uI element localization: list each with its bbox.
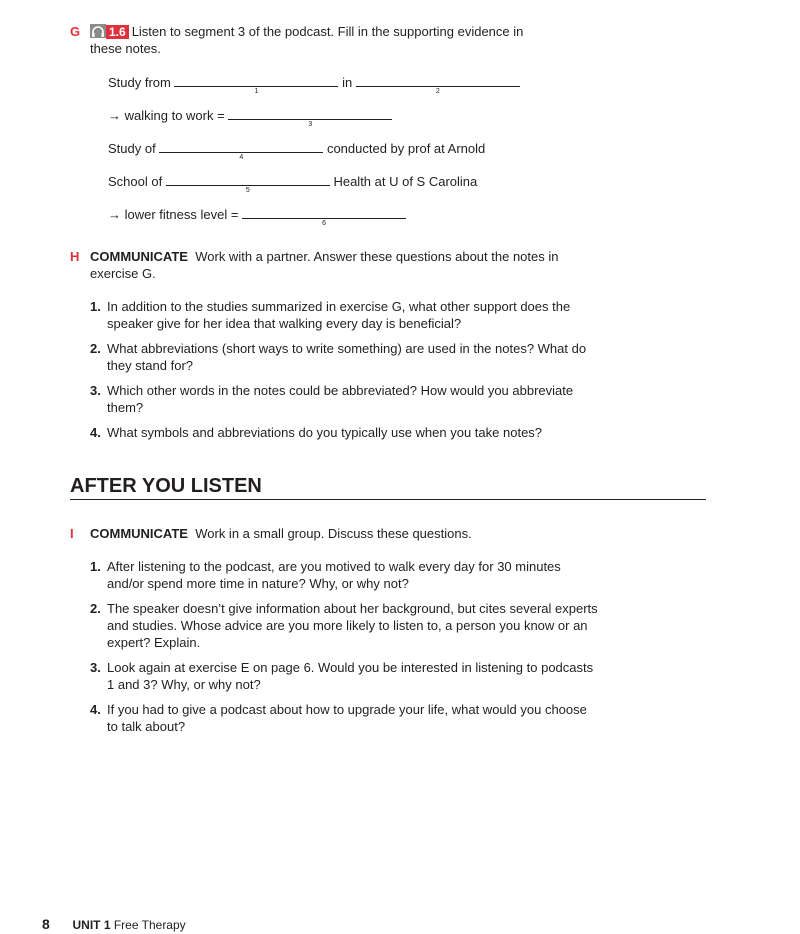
question-text: What abbreviations (short ways to write something) are used in the notes? What do they stand for? <box>107 341 587 373</box>
question-number: 3. <box>90 383 101 398</box>
fill-blank-3[interactable] <box>228 106 392 128</box>
exercise-letter-h: H <box>70 249 80 264</box>
heading-divider <box>70 499 706 500</box>
blank-number: 6 <box>322 220 326 227</box>
fill-blank-1[interactable] <box>174 73 338 95</box>
exercise-g-instruction-text: Listen to segment 3 of the podcast. Fill in the supporting evidence in <box>131 24 524 39</box>
audio-track-badge[interactable]: 1.6 <box>106 25 129 39</box>
page-footer <box>42 916 186 934</box>
question-text: Look again at exercise E on page 6. Would you be interested in listening to podcasts 1 and 3? Why, or why not? <box>107 660 594 692</box>
question-text: Which other words in the notes could be abbreviated? How would you abbreviate them? <box>107 383 574 415</box>
question-number: 4. <box>90 425 101 440</box>
exercise-letter-g: G <box>70 24 81 39</box>
note-text: Study from <box>108 75 171 90</box>
exercise-i-instruction <box>90 525 472 542</box>
blank-number: 1 <box>254 88 259 95</box>
exercise-h-instruction-text: Work with a partner. Answer these questions about the notes in <box>195 249 559 264</box>
communicate-label: COMMUNICATE <box>90 526 188 541</box>
fill-blank-2[interactable] <box>356 73 520 95</box>
fill-blank-4[interactable] <box>159 139 323 161</box>
exercise-h-instruction <box>90 248 558 265</box>
question-text: In addition to the studies summarized in exercise G, what other support does the speaker give for her idea that walking every day is beneficial? <box>107 299 571 331</box>
blank-number: 3 <box>308 121 313 128</box>
exercise-i-instruction-text: Work in a small group. Discuss these questions. <box>195 526 472 541</box>
exercise-g-instruction-cont: these notes. <box>90 41 161 56</box>
question-number: 1. <box>90 299 101 314</box>
fill-blank-5[interactable] <box>166 172 330 194</box>
question-number: 3. <box>90 660 101 675</box>
blank-number: 5 <box>245 187 250 194</box>
question-number: 1. <box>90 559 101 574</box>
note-row-3 <box>108 139 486 161</box>
note-text: conducted by prof at Arnold <box>326 141 486 156</box>
exercise-g-instruction <box>90 23 523 40</box>
note-text: Study of <box>108 141 156 156</box>
note-text: School of <box>108 174 163 189</box>
headphones-icon <box>90 24 106 38</box>
unit-title: Free Therapy <box>113 918 186 932</box>
question-text: What symbols and abbreviations do you typically use when you take notes? <box>107 425 543 440</box>
page-number: 8 <box>42 916 50 932</box>
note-text: in <box>342 75 353 90</box>
unit-label: UNIT 1 <box>72 918 111 932</box>
section-heading: AFTER YOU LISTEN <box>70 475 262 497</box>
note-row-4 <box>108 172 478 194</box>
note-row-5 <box>108 205 406 227</box>
exercise-letter-i: I <box>70 526 74 541</box>
note-text: → walking to work = <box>108 108 225 123</box>
exercise-h-instruction-cont: exercise G. <box>90 266 156 281</box>
question-text: The speaker doesn’t give information about her background, but cites several experts and studies. Whose advice are you more likely to listen to, a person you know or an expert? Explain. <box>107 601 598 650</box>
blank-number: 2 <box>435 88 440 95</box>
fill-blank-6[interactable] <box>242 205 406 227</box>
note-text: → lower fitness level = <box>108 207 239 222</box>
question-text: If you had to give a podcast about how to upgrade your life, what would you choose to talk about? <box>107 702 587 734</box>
question-number: 4. <box>90 702 101 717</box>
note-text: Health at U of S Carolina <box>333 174 478 189</box>
question-number: 2. <box>90 341 101 356</box>
note-row-1 <box>108 73 520 95</box>
note-row-2 <box>108 106 392 128</box>
question-text: After listening to the podcast, are you motived to walk every day for 30 minutes and/or spend more time in nature? Why, or why not? <box>107 559 561 591</box>
communicate-label: COMMUNICATE <box>90 249 188 264</box>
blank-number: 4 <box>239 154 244 161</box>
question-number: 2. <box>90 601 101 616</box>
